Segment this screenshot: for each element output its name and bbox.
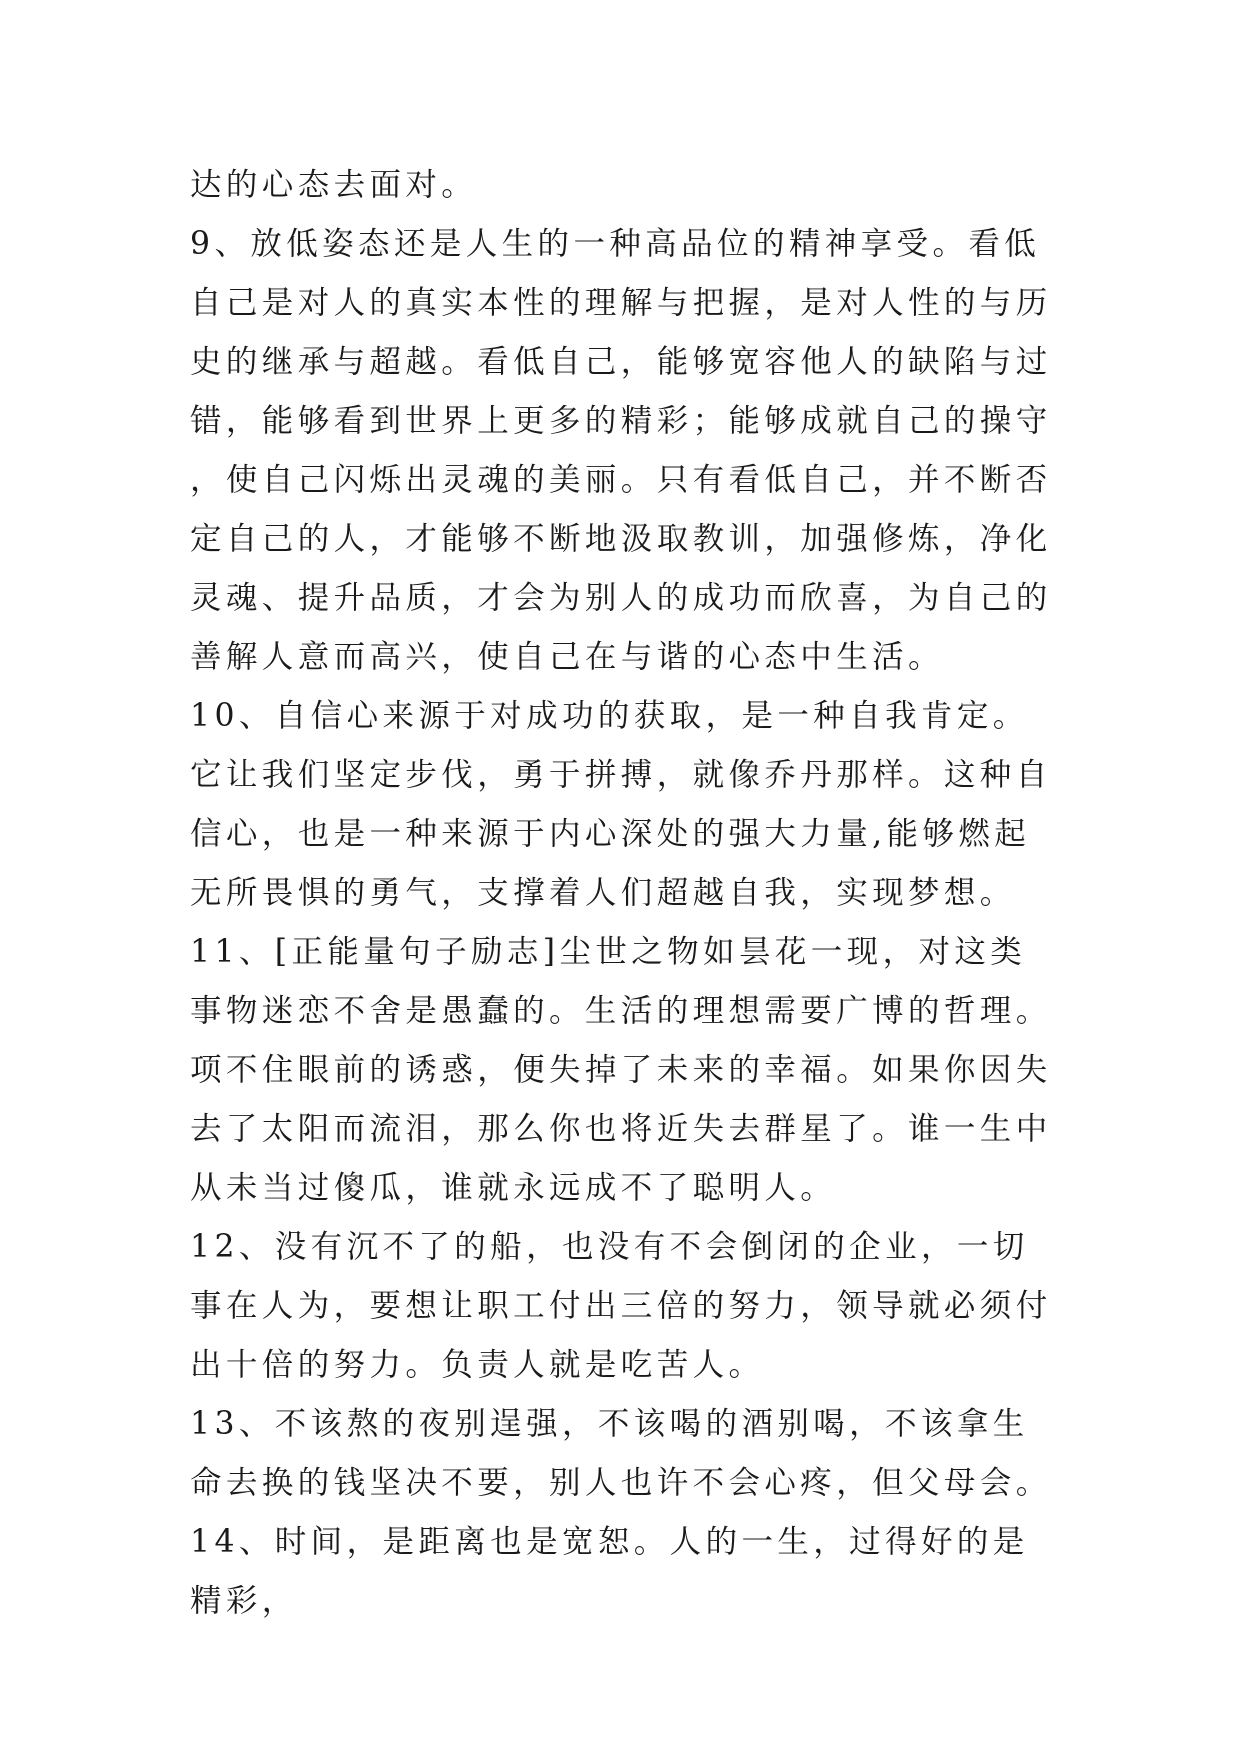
paragraph-item-13: 13、不该熬的夜别逞强，不该喝的酒别喝，不该拿生命去换的钱坚决不要，别人也许不会心疼，但父母会。 — [190, 1406, 1052, 1501]
paragraph-item-12: 12、没有沉不了的船，也没有不会倒闭的企业，一切事在人为，要想让职工付出三倍的努力，领导就必须付出十倍的努力。负责人就是吃苦人。 — [190, 1229, 1052, 1383]
paragraph-continuation: 达的心态去面对。 — [190, 167, 478, 203]
paragraph-item-9: 9、放低姿态还是人生的一种高品位的精神享受。看低自己是对人的真实本性的理解与把握，是对人性的与历史的继承与超越。看低自己，能够宽容他人的缺陷与过错，能够看到世界上更多的精彩；能够成就自己的操守，使自己闪烁出灵魂的美丽。只有看低自己，并不断否定自己的人，才能够不断地汲取教训，加强修炼，净化灵魂、提升品质，才会为别人的成功而欣喜，为自己的善解人意而高兴，使自己在与谐的心态中生活。 — [190, 226, 1052, 675]
paragraph-item-10: 10、自信心来源于对成功的获取，是一种自我肯定。它让我们坚定步伐，勇于拼搏，就像乔丹那样。这种自信心，也是一种来源于内心深处的强大力量,能够燃起无所畏惧的勇气，支撑着人们超越自我，实现梦想。 — [190, 698, 1052, 911]
paragraph-item-14: 14、时间，是距离也是宽恕。人的一生，过得好的是精彩， — [190, 1524, 1029, 1619]
paragraph-item-11: 11、[正能量句子励志]尘世之物如昙花一现，对这类事物迷恋不舍是愚蠢的。生活的理想需要广博的哲理。项不住眼前的诱惑，便失掉了未来的幸福。如果你因失去了太阳而流泪，那么你也将近失去群星了。谁一生中从未当过傻瓜，谁就永远成不了聪明人。 — [190, 934, 1052, 1206]
document-body — [190, 156, 1060, 1631]
